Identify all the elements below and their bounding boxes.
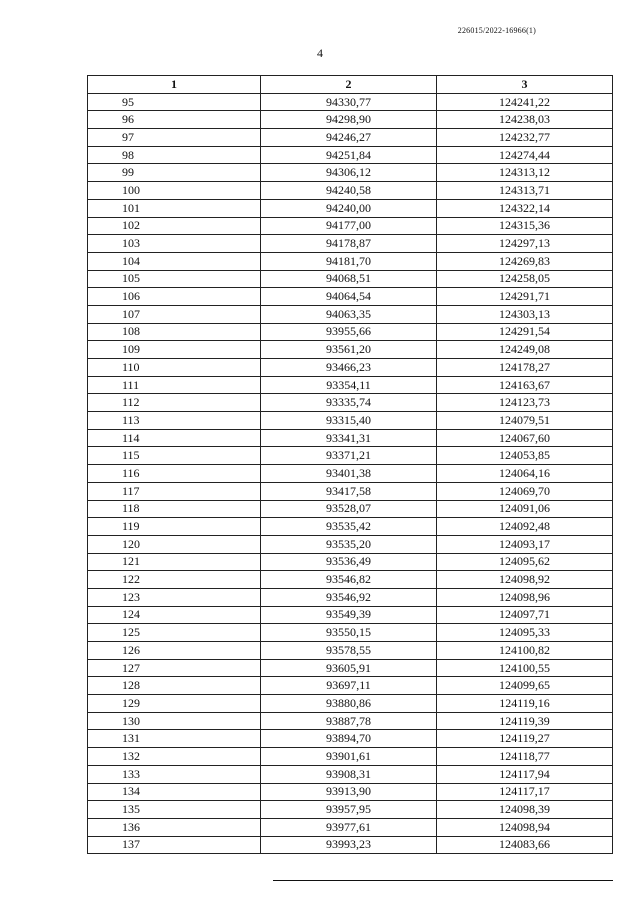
y-coordinate-cell: 124098,92 [437,571,613,589]
x-coordinate-cell: 93955,66 [261,323,437,341]
point-number-cell: 95 [88,93,261,111]
table-row [88,465,613,483]
point-number-cell: 100 [88,182,261,200]
table-row [88,588,613,606]
document-reference-number: 226015/2022-16966(1) [457,26,536,35]
table-row [88,288,613,306]
y-coordinate-cell: 124117,17 [437,783,613,801]
x-coordinate-cell: 93887,78 [261,712,437,730]
table-row [88,217,613,235]
point-number-cell: 96 [88,111,261,129]
point-number-cell: 101 [88,199,261,217]
y-coordinate-cell: 124092,48 [437,518,613,536]
y-coordinate-cell: 124163,67 [437,376,613,394]
x-coordinate-cell: 94064,54 [261,288,437,306]
x-coordinate-cell: 94306,12 [261,164,437,182]
table-row [88,164,613,182]
table-row [88,252,613,270]
point-number-cell: 125 [88,624,261,642]
table-row [88,535,613,553]
table-row [88,341,613,359]
table-row [88,624,613,642]
table-row [88,199,613,217]
x-coordinate-cell: 94178,87 [261,235,437,253]
table-header [88,76,613,94]
column-header: 3 [437,76,613,94]
table-row [88,146,613,164]
x-coordinate-cell: 94063,35 [261,305,437,323]
table-row [88,376,613,394]
table-row [88,129,613,147]
y-coordinate-cell: 124119,16 [437,695,613,713]
point-number-cell: 116 [88,465,261,483]
y-coordinate-cell: 124100,82 [437,642,613,660]
table-row [88,748,613,766]
point-number-cell: 122 [88,571,261,589]
x-coordinate-cell: 94177,00 [261,217,437,235]
y-coordinate-cell: 124069,70 [437,482,613,500]
x-coordinate-cell: 93371,21 [261,447,437,465]
point-number-cell: 137 [88,836,261,854]
y-coordinate-cell: 124313,71 [437,182,613,200]
y-coordinate-cell: 124291,71 [437,288,613,306]
x-coordinate-cell: 93536,49 [261,553,437,571]
y-coordinate-cell: 124083,66 [437,836,613,854]
y-coordinate-cell: 124095,62 [437,553,613,571]
x-coordinate-cell: 93315,40 [261,412,437,430]
table-row [88,712,613,730]
y-coordinate-cell: 124313,12 [437,164,613,182]
column-header: 2 [261,76,437,94]
table-row [88,359,613,377]
x-coordinate-cell: 93993,23 [261,836,437,854]
x-coordinate-cell: 94298,90 [261,111,437,129]
x-coordinate-cell: 94240,58 [261,182,437,200]
table-row [88,730,613,748]
y-coordinate-cell: 124100,55 [437,659,613,677]
x-coordinate-cell: 93528,07 [261,500,437,518]
point-number-cell: 105 [88,270,261,288]
x-coordinate-cell: 94240,00 [261,199,437,217]
y-coordinate-cell: 124258,05 [437,270,613,288]
point-number-cell: 110 [88,359,261,377]
table-row [88,93,613,111]
y-coordinate-cell: 124064,16 [437,465,613,483]
y-coordinate-cell: 124117,94 [437,765,613,783]
point-number-cell: 98 [88,146,261,164]
x-coordinate-cell: 93335,74 [261,394,437,412]
point-number-cell: 133 [88,765,261,783]
y-coordinate-cell: 124238,03 [437,111,613,129]
x-coordinate-cell: 93957,95 [261,801,437,819]
x-coordinate-cell: 93466,23 [261,359,437,377]
x-coordinate-cell: 93880,86 [261,695,437,713]
table-row [88,270,613,288]
point-number-cell: 127 [88,659,261,677]
y-coordinate-cell: 124091,06 [437,500,613,518]
y-coordinate-cell: 124297,13 [437,235,613,253]
table-row [88,571,613,589]
y-coordinate-cell: 124098,39 [437,801,613,819]
point-number-cell: 135 [88,801,261,819]
x-coordinate-cell: 94068,51 [261,270,437,288]
y-coordinate-cell: 124119,39 [437,712,613,730]
x-coordinate-cell: 93578,55 [261,642,437,660]
y-coordinate-cell: 124095,33 [437,624,613,642]
x-coordinate-cell: 93535,20 [261,535,437,553]
y-coordinate-cell: 124053,85 [437,447,613,465]
table-row [88,447,613,465]
point-number-cell: 112 [88,394,261,412]
y-coordinate-cell: 124123,73 [437,394,613,412]
y-coordinate-cell: 124119,27 [437,730,613,748]
table-row [88,695,613,713]
y-coordinate-cell: 124232,77 [437,129,613,147]
y-coordinate-cell: 124274,44 [437,146,613,164]
table-row [88,111,613,129]
point-number-cell: 119 [88,518,261,536]
y-coordinate-cell: 124249,08 [437,341,613,359]
point-number-cell: 131 [88,730,261,748]
y-coordinate-cell: 124178,27 [437,359,613,377]
point-number-cell: 136 [88,818,261,836]
y-coordinate-cell: 124098,94 [437,818,613,836]
x-coordinate-cell: 94330,77 [261,93,437,111]
point-number-cell: 128 [88,677,261,695]
x-coordinate-cell: 93417,58 [261,482,437,500]
table-row [88,553,613,571]
x-coordinate-cell: 93341,31 [261,429,437,447]
y-coordinate-cell: 124291,54 [437,323,613,341]
point-number-cell: 117 [88,482,261,500]
footer-divider [273,880,613,881]
table-row [88,235,613,253]
x-coordinate-cell: 93908,31 [261,765,437,783]
table-row [88,836,613,854]
y-coordinate-cell: 124097,71 [437,606,613,624]
point-number-cell: 123 [88,588,261,606]
point-number-cell: 106 [88,288,261,306]
x-coordinate-cell: 93913,90 [261,783,437,801]
x-coordinate-cell: 93894,70 [261,730,437,748]
table-row [88,642,613,660]
column-header: 1 [88,76,261,94]
x-coordinate-cell: 94181,70 [261,252,437,270]
point-number-cell: 102 [88,217,261,235]
x-coordinate-cell: 93550,15 [261,624,437,642]
x-coordinate-cell: 93605,91 [261,659,437,677]
point-number-cell: 115 [88,447,261,465]
point-number-cell: 129 [88,695,261,713]
point-number-cell: 132 [88,748,261,766]
page-number: 4 [317,46,323,60]
y-coordinate-cell: 124322,14 [437,199,613,217]
table-row [88,323,613,341]
coordinates-table [87,75,613,854]
table-row [88,659,613,677]
table-row [88,482,613,500]
point-number-cell: 134 [88,783,261,801]
table-row [88,606,613,624]
y-coordinate-cell: 124079,51 [437,412,613,430]
table-body [88,93,613,854]
table-row [88,429,613,447]
point-number-cell: 114 [88,429,261,447]
point-number-cell: 97 [88,129,261,147]
point-number-cell: 121 [88,553,261,571]
table-row [88,677,613,695]
point-number-cell: 104 [88,252,261,270]
table-row [88,182,613,200]
table-row [88,783,613,801]
table-row [88,394,613,412]
y-coordinate-cell: 124118,77 [437,748,613,766]
table-row [88,801,613,819]
x-coordinate-cell: 93401,38 [261,465,437,483]
point-number-cell: 124 [88,606,261,624]
y-coordinate-cell: 124315,36 [437,217,613,235]
y-coordinate-cell: 124093,17 [437,535,613,553]
table-row [88,500,613,518]
table-row [88,305,613,323]
y-coordinate-cell: 124303,13 [437,305,613,323]
point-number-cell: 108 [88,323,261,341]
x-coordinate-cell: 93697,11 [261,677,437,695]
x-coordinate-cell: 93977,61 [261,818,437,836]
y-coordinate-cell: 124099,65 [437,677,613,695]
point-number-cell: 103 [88,235,261,253]
point-number-cell: 113 [88,412,261,430]
x-coordinate-cell: 94251,84 [261,146,437,164]
point-number-cell: 130 [88,712,261,730]
table-header-row [88,76,613,94]
y-coordinate-cell: 124067,60 [437,429,613,447]
table-row [88,818,613,836]
y-coordinate-cell: 124241,22 [437,93,613,111]
x-coordinate-cell: 93535,42 [261,518,437,536]
point-number-cell: 120 [88,535,261,553]
y-coordinate-cell: 124098,96 [437,588,613,606]
point-number-cell: 109 [88,341,261,359]
x-coordinate-cell: 93561,20 [261,341,437,359]
point-number-cell: 107 [88,305,261,323]
point-number-cell: 111 [88,376,261,394]
point-number-cell: 99 [88,164,261,182]
table-row [88,518,613,536]
x-coordinate-cell: 94246,27 [261,129,437,147]
x-coordinate-cell: 93546,92 [261,588,437,606]
x-coordinate-cell: 93354,11 [261,376,437,394]
x-coordinate-cell: 93549,39 [261,606,437,624]
x-coordinate-cell: 93901,61 [261,748,437,766]
table-row [88,412,613,430]
x-coordinate-cell: 93546,82 [261,571,437,589]
point-number-cell: 118 [88,500,261,518]
point-number-cell: 126 [88,642,261,660]
y-coordinate-cell: 124269,83 [437,252,613,270]
table-row [88,765,613,783]
